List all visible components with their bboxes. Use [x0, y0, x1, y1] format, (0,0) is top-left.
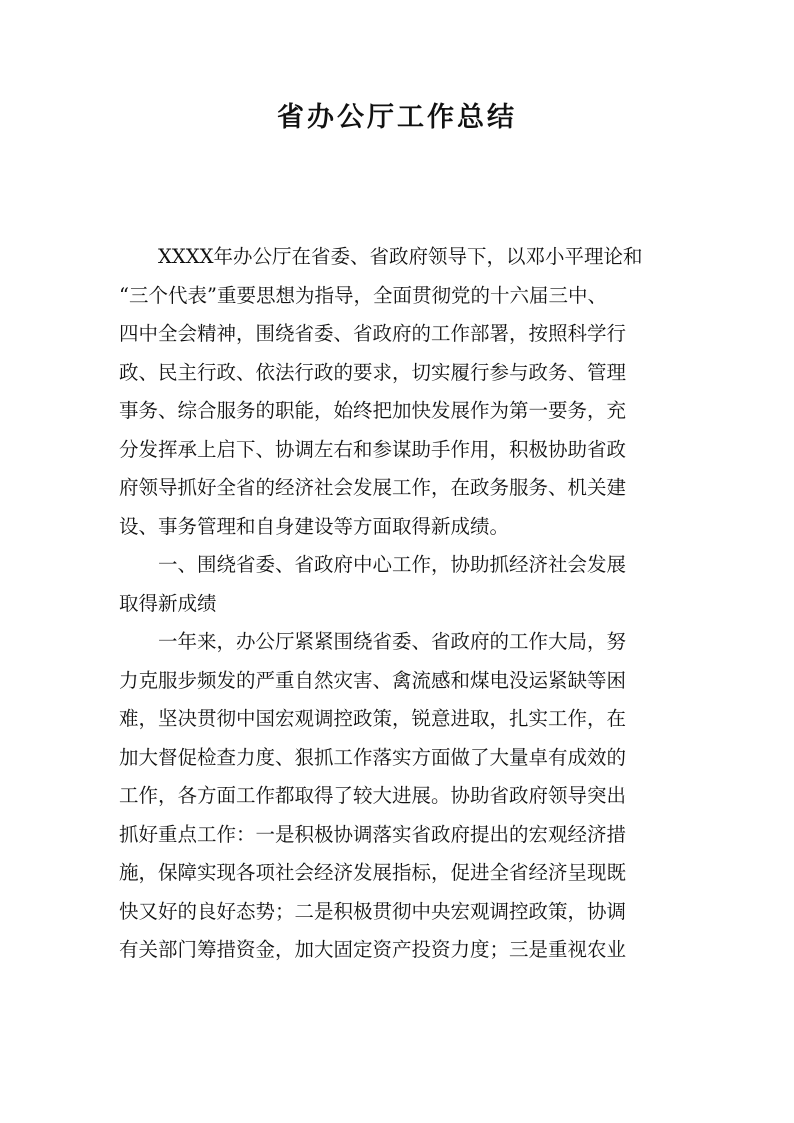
paragraph-2-line-7: 施，保障实现各项社会经济发展指标，促进全省经济呈现既 — [119, 861, 627, 884]
paragraph-2-line-2: 力克服步频发的严重自然灾害、禽流感和煤电没运紧缺等困 — [119, 668, 627, 692]
paragraph-2-line-5: 工作，各方面工作都取得了较大进展。协助省政府领导突出 — [119, 784, 627, 807]
paragraph-1-line-6: 分发挥承上启下、协调左右和参谋助手作用，积极协助省政 — [119, 437, 627, 461]
document-title: 省办公厅工作总结 — [277, 102, 517, 133]
paragraph-2-line-1: 一年来，办公厅紧紧围绕省委、省政府的工作大局，努 — [158, 630, 627, 653]
paragraph-2-line-8: 快又好的良好态势；二是积极贯彻中央宏观调控政策，协调 — [119, 899, 627, 923]
paragraph-1-line-3: 四中全会精神，围绕省委、省政府的工作部署，按照科学行 — [119, 322, 627, 345]
section-heading-line-2: 取得新成绩 — [119, 591, 217, 615]
paragraph-2-line-6: 抓好重点工作：一是积极协调落实省政府提出的宏观经济措 — [119, 822, 627, 846]
paragraph-1-line-7: 府领导抓好全省的经济社会发展工作，在政务服务、机关建 — [119, 476, 627, 499]
paragraph-1-line-4: 政、民主行政、依法行政的要求，切实履行参与政务、管理 — [119, 360, 627, 384]
paragraph-2-line-3: 难，坚决贯彻中国宏观调控政策，锐意进取，扎实工作，在 — [119, 707, 627, 730]
paragraph-1-line-8: 设、事务管理和自身建设等方面取得新成绩。 — [119, 514, 510, 538]
paragraph-2-line-9: 有关部门筹措资金，加大固定资产投资力度；三是重视农业 — [119, 938, 627, 961]
paragraph-1-line-1: XXXX年办公厅在省委、省政府领导下，以邓小平理论和 — [158, 245, 643, 268]
paragraph-2-line-4: 加大督促检查力度、狠抓工作落实方面做了大量卓有成效的 — [119, 745, 627, 769]
document-body — [119, 238, 679, 970]
section-heading-line-1: 一、围绕省委、省政府中心工作，协助抓经济社会发展 — [158, 553, 627, 576]
paragraph-1-line-2: “三个代表”重要思想为指导，全面贯彻党的十六届三中、 — [119, 283, 607, 307]
paragraph-1-line-5: 事务、综合服务的职能，始终把加快发展作为第一要务，充 — [119, 399, 627, 422]
